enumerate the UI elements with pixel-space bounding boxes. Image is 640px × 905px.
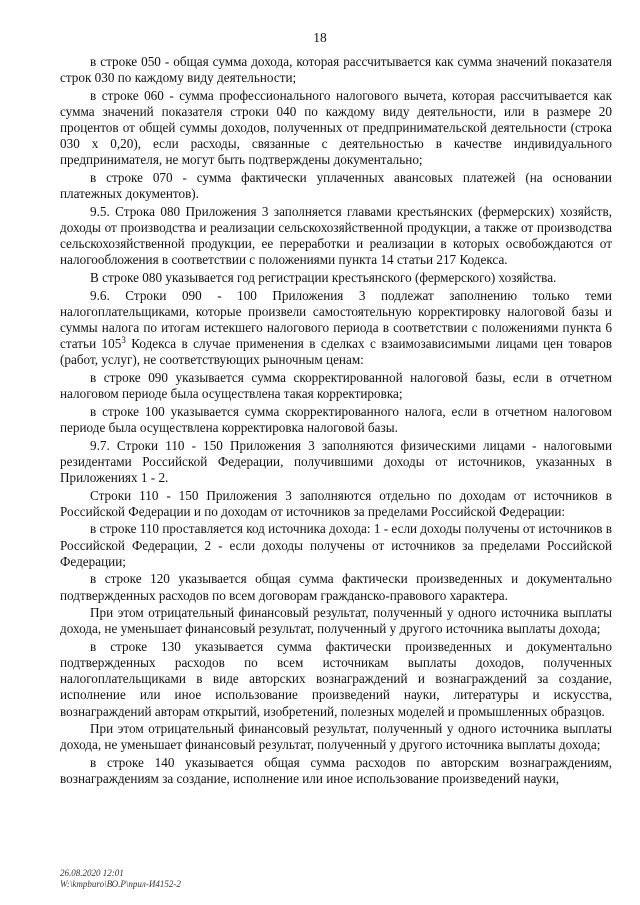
paragraph: 9.5. Строка 080 Приложения 3 заполняется главами крестьянских (фермерских) хозяйств, доходы от производства и реализации сельскохозяйственной продукции, а также от производства сельскохозяйственной продукции, ее переработки и реализации в которых освобождаются от налогообложения в соответствии с положениями пункта 14 статьи 217 Кодекса.	[60, 203, 612, 268]
paragraph: 9.7. Строки 110 - 150 Приложения 3 заполняются физическими лицами - налоговыми резидентами Российской Федерации, получившими доходы от источников, указанных в Приложениях 1 - 2.	[60, 437, 612, 485]
paragraph: в строке 130 указывается сумма фактически произведенных и документально подтвержденных расходов по всем источникам выплаты доходов, полученных налогоплательщиками в виде авторских вознаграждений и вознаграждений за создание, исполнение или иное использование произведений науки, литературы и искусства, вознаграждений авторам открытий, изобретений, полезных моделей и промышленных образцов.	[60, 638, 612, 719]
footer-file-path: W:\kmpburo\ВО.Р\прил-И4152-2	[60, 879, 181, 889]
paragraph: в строке 060 - сумма профессионального налогового вычета, которая рассчитывается как сумма значений показателя строки 040 по каждому виду деятельности, или в размере 20 процентов от общей суммы доходов, полученных от предпринимательской деятельности (строка 030 х 0,20), если расходы, связанные с деятельностью в качестве индивидуального предпринимателя, не могут быть подтверждены документально;	[60, 87, 612, 168]
paragraph-9-6	[60, 288, 612, 369]
footer-timestamp: 26.08.2020 12:01	[60, 868, 124, 878]
paragraph: в строке 070 - сумма фактически уплаченных авансовых платежей (на основании платежных документов).	[60, 170, 612, 202]
paragraph: При этом отрицательный финансовый результат, полученный у одного источника выплаты дохода, не уменьшает финансовый результат, полученный у другого источника выплаты дохода;	[60, 605, 612, 637]
paragraph: в строке 090 указывается сумма скорректированной налоговой базы, если в отчетном налоговом периоде была осуществлена такая корректировка;	[60, 369, 612, 402]
paragraph-text: 9.6. Строки 090 - 100 Приложения 3 подлежат заполнению только теми налогоплательщиками, которые произвели самостоятельную корректировку налоговой базы и суммы налога по итогам истекшего налогового периода в соответствии с положениями пункта 6 статьи 105	[60, 287, 612, 352]
superscript: 3	[121, 335, 126, 346]
paragraph: в строке 100 указывается сумма скорректированного налога, если в отчетном налоговом периоде была осуществлена корректировка налоговой базы.	[60, 403, 612, 435]
page-number: 18	[313, 30, 327, 45]
paragraph: Строки 110 - 150 Приложения 3 заполняются отдельно по доходам от источников в Российской Федерации и по доходам от источников за пределами Российской Федерации:	[60, 487, 612, 519]
paragraph-text: Кодекса в случае применения в сделках с взаимозависимыми лицами цен товаров (работ, услуг), не соответствующих рыночным ценам:	[60, 336, 612, 368]
paragraph: При этом отрицательный финансовый результат, полученный у одного источника выплаты дохода, не уменьшает финансовый результат, полученный у другого источника выплаты дохода;	[60, 721, 612, 753]
paragraph: В строке 080 указывается год регистрации крестьянского (фермерского) хозяйства.	[90, 270, 557, 286]
paragraph: в строке 110 проставляется код источника дохода: 1 - если доходы получены от источников в Российской Федерации, 2 - если доходы получены от источников за пределами Российской Федерации;	[60, 521, 612, 569]
paragraph: в строке 140 указывается общая сумма расходов по авторским вознаграждениям, вознаграждениям за создание, исполнение или иное использование произведений науки,	[60, 755, 612, 787]
paragraph: в строке 050 - общая сумма дохода, которая рассчитывается как сумма значений показателя строк 030 по каждому виду деятельности;	[60, 54, 612, 86]
document-footer	[60, 868, 181, 890]
document-body	[60, 54, 612, 789]
paragraph: в строке 120 указывается общая сумма фактически произведенных и документально подтвержденных расходов по всем договорам гражданско-правового характера.	[60, 571, 612, 603]
